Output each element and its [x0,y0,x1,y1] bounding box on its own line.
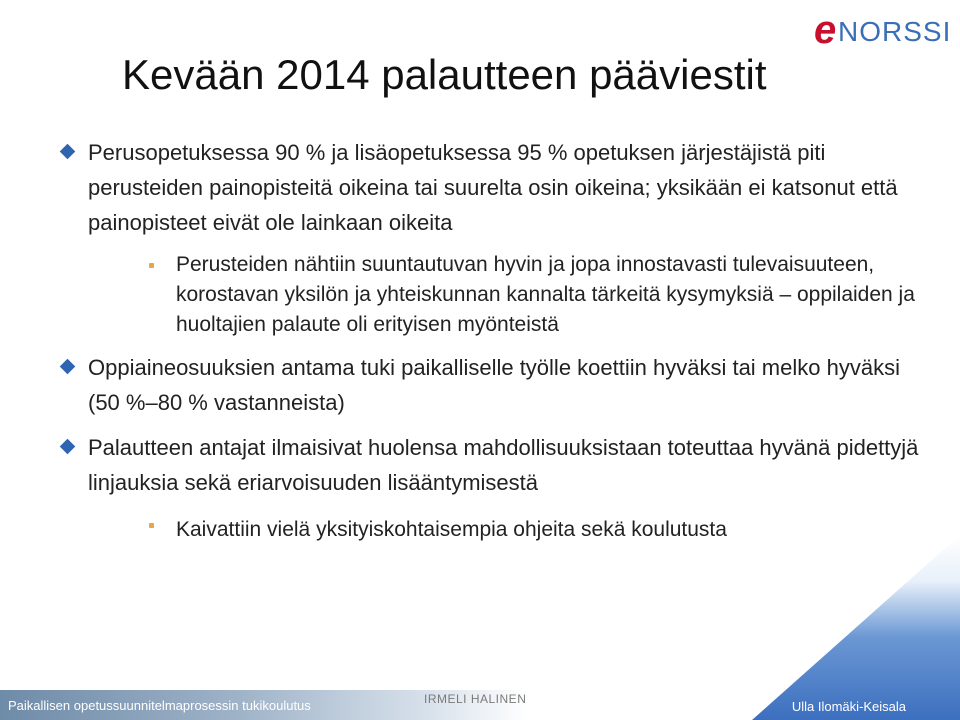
footer-presenter: Ulla Ilomäki-Keisala [791,699,906,714]
square-bullet-icon [149,523,154,528]
footer-course-name: Paikallisen opetussuunnitelmaprosessin tukikoulutus [8,698,311,713]
diamond-bullet-icon [60,144,76,160]
diamond-bullet-icon [60,359,76,375]
bullet-item [62,430,932,500]
sub-bullet-text: Perusteiden nähtiin suuntautuvan hyvin ja jopa innostavasti tulevaisuuteen, korostavan yksilön ja yhteiskunnan kannalta tärkeitä kysymyksiä – oppilaiden ja huoltajien palaute oli erityisen myönteistä [176,253,915,336]
sub-bullet-text: Kaivattiin vielä yksityiskohtaisempia ohjeita sekä koulutusta [176,518,727,541]
corner-decoration [752,535,960,720]
enorssi-logo [814,8,952,52]
logo-mark: e [814,8,837,52]
footer-author: IRMELI HALINEN [424,692,527,706]
square-bullet-icon [149,263,154,268]
bullet-text: Oppiaineosuuksien antama tuki paikalliselle työlle koettiin hyväksi tai melko hyväksi (50 %–80 % vastanneista) [88,355,900,415]
sub-bullet-item [176,510,932,550]
bullet-item [62,350,932,420]
bullet-text: Perusopetuksessa 90 % ja lisäopetuksessa 95 % opetuksen järjestäjistä piti perusteiden painopisteitä oikeina tai suurelta osin oikeina; yksikään ei katsonut että painopisteet eivät ole lainkaan oikeita [88,140,898,235]
slide-title: Kevään 2014 palautteen pääviestit [122,51,767,98]
diamond-bullet-icon [60,439,76,455]
bullet-text: Palautteen antajat ilmaisivat huolensa mahdollisuuksistaan toteuttaa hyvänä pidettyjä linjauksia sekä eriarvoisuuden lisääntymisestä [88,435,919,495]
sub-bullet-item [176,250,932,340]
bullet-list [62,135,932,560]
bullet-item [62,135,932,240]
logo-word: NORSSI [838,16,952,47]
